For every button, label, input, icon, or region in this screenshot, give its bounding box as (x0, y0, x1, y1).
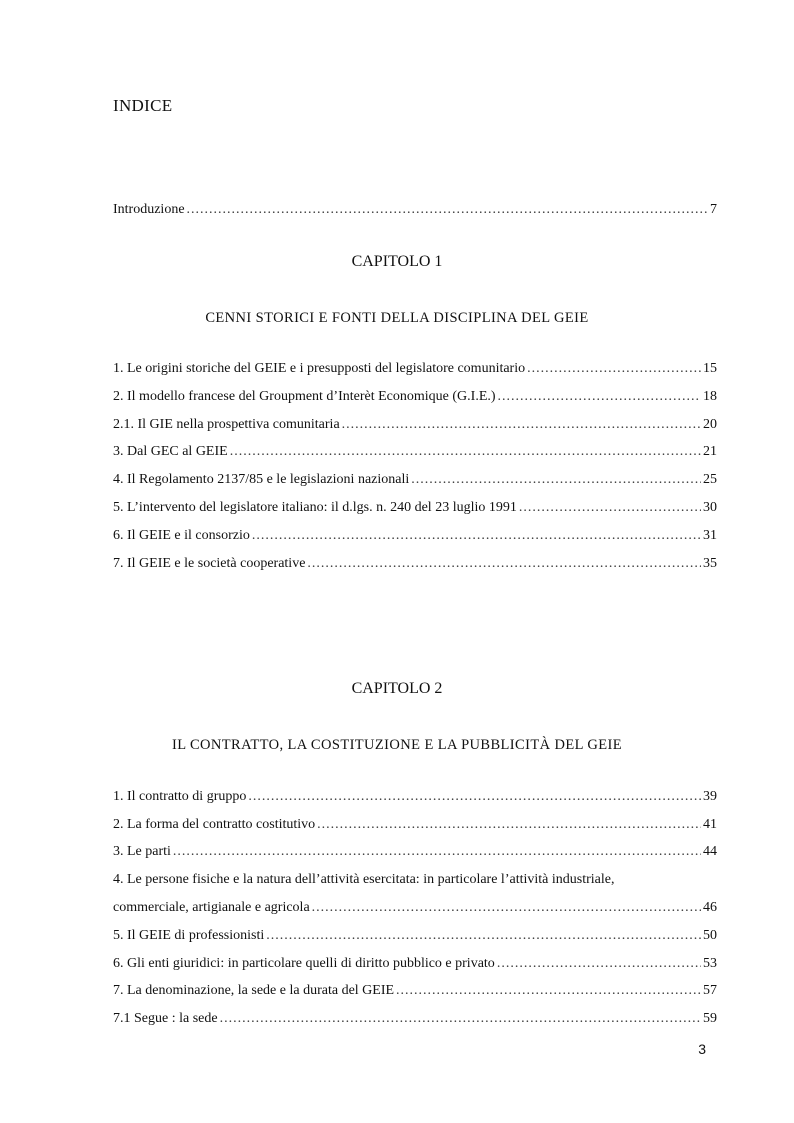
leader-dots (248, 789, 701, 805)
toc-entry[interactable] (113, 417, 717, 433)
leader-dots (396, 983, 701, 999)
toc-entry-page: 25 (703, 472, 717, 487)
toc-entry-label: 5. Il GEIE di professionisti (113, 928, 265, 943)
leader-dots (230, 444, 701, 460)
toc-entry[interactable] (113, 928, 717, 944)
toc-entry[interactable] (113, 900, 717, 916)
leader-dots (252, 528, 701, 544)
page-title: INDICE (113, 96, 173, 115)
toc-entry-label: 7. Il GEIE e le società cooperative (113, 556, 306, 571)
chapter2-subtitle: IL CONTRATTO, LA COSTITUZIONE E LA PUBBLICITÀ DEL GEIE (172, 737, 622, 753)
toc-entry-label: 1. Il contratto di gruppo (113, 789, 247, 804)
toc-entry-page: 21 (703, 444, 717, 459)
toc-entry-page: 53 (703, 956, 717, 971)
leader-dots (497, 956, 701, 972)
toc-entry-label: Introduzione (113, 202, 185, 217)
toc-entry-page: 7 (710, 202, 717, 217)
toc-entry[interactable] (113, 956, 717, 972)
toc-entry-page: 15 (703, 361, 717, 376)
leader-dots (411, 472, 701, 488)
leader-dots (498, 389, 701, 405)
toc-entry-page: 59 (703, 1011, 717, 1026)
toc-entry[interactable] (113, 528, 717, 544)
leader-dots (173, 844, 701, 860)
chapter1-heading: CAPITOLO 1 (351, 253, 443, 270)
toc-entry-page: 46 (703, 900, 717, 915)
leader-dots (187, 202, 708, 218)
toc-entry[interactable] (113, 389, 717, 405)
leader-dots (307, 556, 701, 572)
toc-entry[interactable] (113, 844, 717, 860)
toc-entry-label-line1[interactable]: 4. Le persone fisiche e la natura dell’attività esercitata: in particolare l’attività industriale, (113, 872, 615, 887)
toc-entry[interactable] (113, 556, 717, 572)
toc-entry[interactable] (113, 983, 717, 999)
toc-entry-label: 7.1 Segue : la sede (113, 1011, 218, 1026)
toc-entry-page: 44 (703, 844, 717, 859)
toc-entry-label: 1. Le origini storiche del GEIE e i presupposti del legislatore comunitario (113, 361, 526, 376)
toc-entry-page: 50 (703, 928, 717, 943)
toc-entry-label: 2. Il modello francese del Groupment d’Interèt Economique (G.I.E.) (113, 389, 496, 404)
chapter2-heading: CAPITOLO 2 (351, 680, 443, 697)
leader-dots (519, 500, 701, 516)
toc-entry-page: 30 (703, 500, 717, 515)
leader-dots (220, 1011, 701, 1027)
toc-entry[interactable] (113, 361, 717, 377)
toc-entry-page: 39 (703, 789, 717, 804)
toc-entry[interactable] (113, 789, 717, 805)
toc-entry[interactable] (113, 500, 717, 516)
toc-entry-label: 4. Il Regolamento 2137/85 e le legislazioni nazionali (113, 472, 410, 487)
toc-entry-label: commerciale, artigianale e agricola (113, 900, 310, 915)
leader-dots (317, 817, 701, 833)
toc-entry-label: 6. Il GEIE e il consorzio (113, 528, 250, 543)
toc-entry-page: 57 (703, 983, 717, 998)
toc-entry-page: 20 (703, 417, 717, 432)
toc-entry-label: 6. Gli enti giuridici: in particolare quelli di diritto pubblico e privato (113, 956, 495, 971)
toc-entry-label: 2.1. Il GIE nella prospettiva comunitaria (113, 417, 340, 432)
leader-dots (312, 900, 701, 916)
leader-dots (342, 417, 701, 433)
toc-entry-label: 2. La forma del contratto costitutivo (113, 817, 316, 832)
toc-entry-label: 5. L’intervento del legislatore italiano: il d.lgs. n. 240 del 23 luglio 1991 (113, 500, 517, 515)
toc-entry[interactable] (113, 444, 717, 460)
leader-dots (527, 361, 701, 377)
toc-entry-page: 18 (703, 389, 717, 404)
leader-dots (266, 928, 701, 944)
page-number: 3 (698, 1041, 706, 1057)
toc-entry-page: 41 (703, 817, 717, 832)
toc-entry-label: 3. Dal GEC al GEIE (113, 444, 228, 459)
toc-entry[interactable] (113, 472, 717, 488)
toc-entry[interactable] (113, 1011, 717, 1027)
chapter1-subtitle: CENNI STORICI E FONTI DELLA DISCIPLINA DEL GEIE (205, 310, 589, 326)
toc-entry-page: 35 (703, 556, 717, 571)
toc-entry-introduzione[interactable] (113, 202, 717, 218)
toc-entry-label: 3. Le parti (113, 844, 171, 859)
toc-entry-label: 7. La denominazione, la sede e la durata del GEIE (113, 983, 395, 998)
toc-entry[interactable] (113, 817, 717, 833)
toc-entry-page: 31 (703, 528, 717, 543)
